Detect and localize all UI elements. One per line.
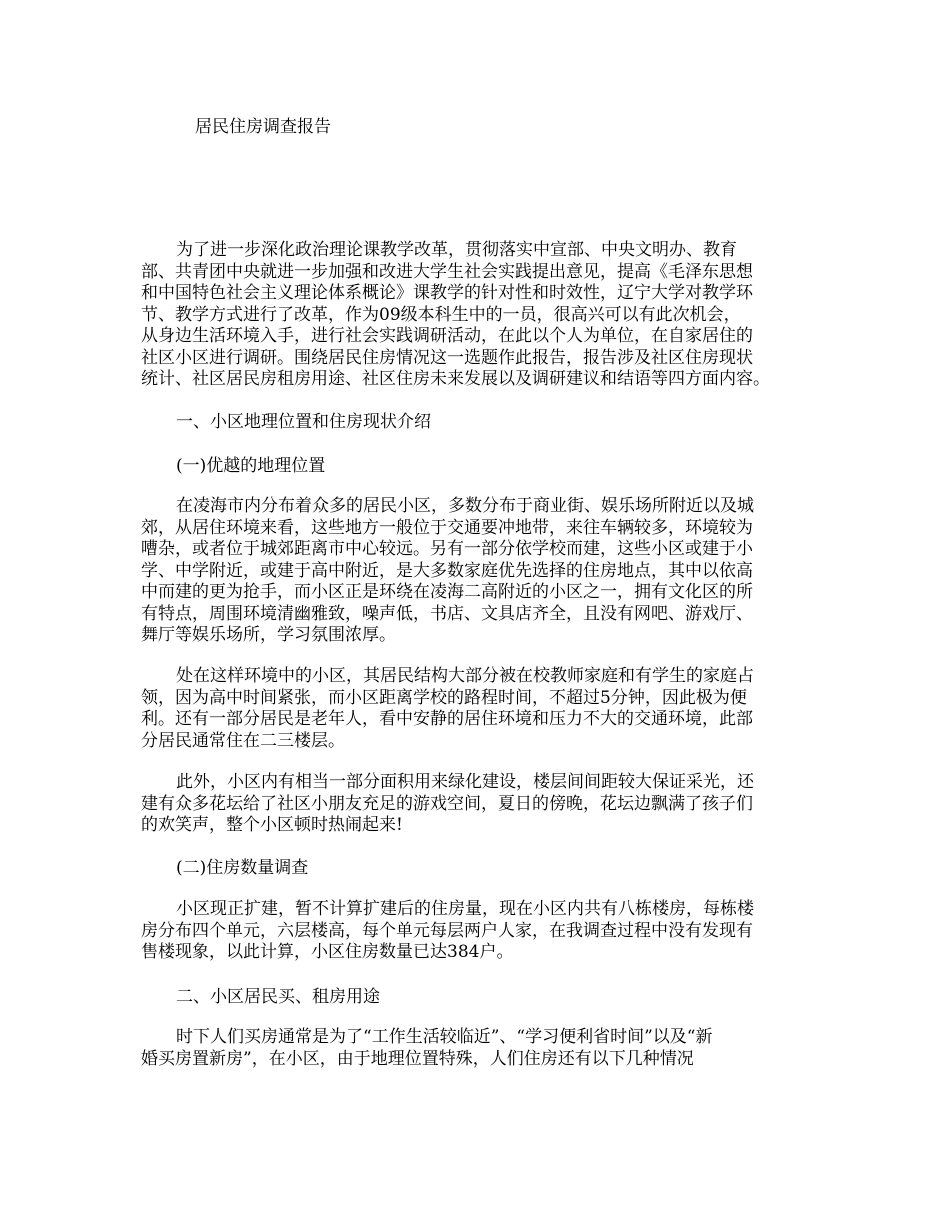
text-line: 此外，小区内有相当一部分面积用来绿化建设，楼层间间距较大保证采光，还 [176, 772, 754, 792]
paragraph-usage [141, 1027, 821, 1070]
text-line: 学、中学附近，或建于高中附近，是大多数家庭优先选择的住房地点，其中以依高 [141, 560, 753, 581]
text-line: 从身边生活环境入手，进行社会实践调研活动，在此以个人为单位，在自家居住的 [141, 326, 753, 346]
intro-paragraph [141, 240, 821, 391]
text-line: 为了进一步深化政治理论课教学改革，贯彻落实中宣部、中央文明办、教育 [176, 240, 737, 260]
text-line: 售楼现象，以此计算，小区住房数量已达384户。 [141, 942, 514, 962]
text-line: 建有众多花坛给了社区小朋友充足的游戏空间，夏日的傍晚，花坛边飘满了孩子们 [141, 793, 753, 814]
text-line: 部、共青团中央就进一步加强和改进大学生社会实践提出意见，提高《毛泽东思想 [141, 261, 753, 282]
subsection-heading-2: (二)住房数量调查 [176, 858, 309, 878]
text-line: 和中国特色社会主义理论体系概论》课教学的针对性和时效性，辽宁大学对教学环 [141, 283, 753, 303]
paragraph-greening [141, 772, 821, 837]
text-line: 在凌海市内分布着众多的居民小区，多数分布于商业街、娱乐场所附近以及城 [176, 496, 754, 516]
text-line: 节、教学方式进行了改革，作为09级本科生中的一员，很高兴可以有此次机会， [141, 304, 741, 325]
text-line: 有特点，周围环境清幽雅致，噪声低，书店、文具店齐全，且没有网吧、游戏厅、 [141, 603, 753, 624]
text-line: 婚买房置新房”，在小区，由于地理位置特殊，人们住房还有以下几种情况 [141, 1048, 694, 1069]
paragraph-housing-count [141, 899, 821, 964]
paragraph-residents [141, 666, 821, 752]
text-line: 小区现正扩建，暂不计算扩建后的住房量，现在小区内共有八栋楼房，每栋楼 [176, 899, 754, 919]
text-line: 领，因为高中时间紧张，而小区距离学校的路程时间，不超过5分钟，因此极为便 [141, 687, 747, 708]
text-line: 处在这样环境中的小区，其居民结构大部分被在校教师家庭和有学生的家庭占 [176, 666, 754, 686]
paragraph-location [141, 496, 821, 647]
subsection-heading-1: (一)优越的地理位置 [176, 456, 326, 476]
text-line: 利。还有一部分居民是老年人，看中安静的居住环境和压力不大的交通环境，此部 [141, 709, 753, 729]
text-line: 舞厅等娱乐场所，学习氛围浓厚。 [141, 625, 396, 645]
text-line: 嘈杂，或者位于城郊距离市中心较远。另有一部分依学校而建，这些小区或建于小 [141, 539, 753, 559]
text-line: 统计、社区居民房租房用途、社区住房未来发展以及调研建议和结语等四方面内容。 [141, 369, 770, 389]
text-line: 郊，从居住环境来看，这些地方一般位于交通要冲地带，来往车辆较多，环境较为 [141, 517, 753, 538]
text-line: 中而建的更为抢手，而小区正是环绕在凌海二高附近的小区之一，拥有文化区的所 [141, 582, 753, 602]
text-line: 房分布四个单元，六层楼高，每个单元每层两户人家，在我调查过程中没有发现有 [141, 920, 753, 941]
section-heading-2: 二、小区居民买、租房用途 [176, 987, 380, 1007]
text-line: 的欢笑声，整个小区顿时热闹起来! [141, 815, 403, 835]
text-line: 社区小区进行调研。围绕居民住房情况这一选题作此报告，报告涉及社区住房现状 [141, 347, 753, 368]
text-line: 时下人们买房通常是为了“工作生活较临近”、“学习便利省时间”以及“新 [176, 1027, 713, 1047]
document-title: 居民住房调查报告 [195, 117, 331, 137]
text-line: 分居民通常住在二三楼层。 [141, 730, 345, 751]
section-heading-1: 一、小区地理位置和住房现状介绍 [176, 412, 431, 432]
